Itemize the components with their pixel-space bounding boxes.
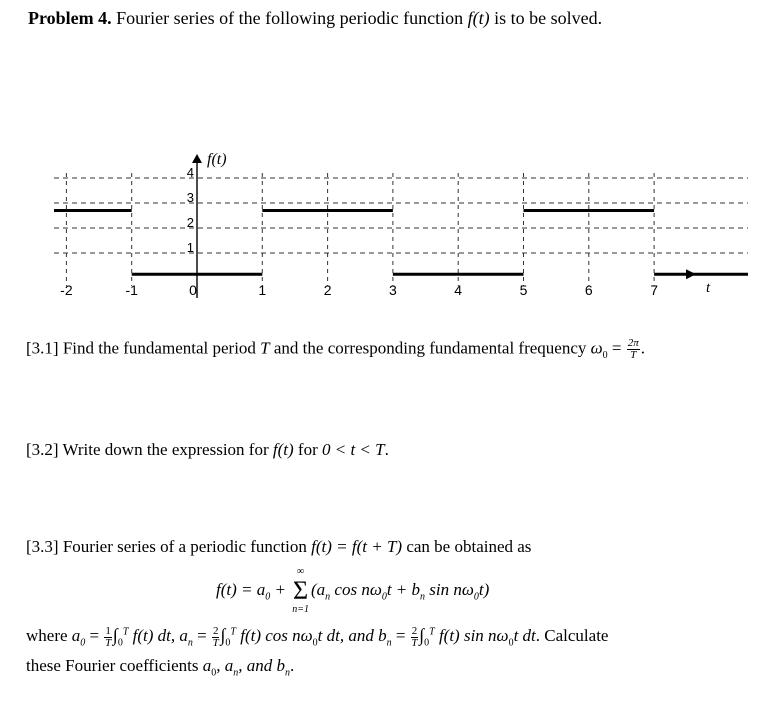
these-c1: , a xyxy=(216,656,234,675)
q32-label: [3.2] xyxy=(26,440,59,459)
o0b: 0 xyxy=(508,637,514,649)
formula-cos: cos nω xyxy=(330,579,382,599)
coefficients-definition xyxy=(26,625,608,649)
where-lead: where xyxy=(26,626,72,645)
formula-lhs: f(t) = a xyxy=(216,579,266,599)
x-tick-label-5: 5 xyxy=(519,282,528,298)
formula-mid: t + b xyxy=(386,579,421,599)
q31-den: T xyxy=(630,349,637,361)
function-plot xyxy=(0,80,774,315)
y-tick-label-1: 1 xyxy=(186,240,194,255)
y-axis-arrow xyxy=(192,154,202,163)
q31-label: [3.1] xyxy=(26,338,59,358)
formula-close: t) xyxy=(478,579,490,599)
x-tick-label-3: 3 xyxy=(389,282,397,298)
q31-T: T xyxy=(260,338,270,358)
integral-1: ∫ xyxy=(112,625,118,645)
these-sn2: n xyxy=(284,667,290,679)
formula-sub0: 0 xyxy=(265,591,271,603)
these-text: these Fourier coefficients xyxy=(26,656,203,675)
bn-sub: n xyxy=(386,637,392,649)
x-tick-label--1: -1 xyxy=(125,282,138,298)
q32-fn: f(t) xyxy=(272,440,294,459)
frac2-den: T xyxy=(212,636,219,649)
q31-num: 2π xyxy=(627,337,639,349)
frac3-num: 2 xyxy=(411,624,418,637)
problem-text: Fourier series of the following periodic function xyxy=(116,8,468,28)
these-end: . xyxy=(289,656,295,675)
x-axis-label: t xyxy=(706,280,711,296)
formula-plus: + xyxy=(270,579,291,599)
q31-text: Find the fundamental period xyxy=(58,338,261,358)
q33-end: can be obtained as xyxy=(402,537,532,556)
x-tick-label--2: -2 xyxy=(60,282,73,298)
q31-fraction xyxy=(627,338,640,361)
formula-sub-n2: n xyxy=(420,591,426,603)
problem-tail: is to be solved. xyxy=(489,8,603,28)
int2-hi: T xyxy=(230,626,236,638)
q32-cond: 0 < t < T xyxy=(321,440,385,459)
frac1-num: 1 xyxy=(105,624,111,637)
these-s0: 0 xyxy=(211,667,217,679)
x-tick-label-0: 0 xyxy=(189,282,197,298)
x-tick-label-6: 6 xyxy=(584,282,593,298)
frac3 xyxy=(411,626,419,649)
q33-text: Fourier series of a periodic function xyxy=(58,537,312,556)
a0: a xyxy=(71,626,81,645)
an-sub: n xyxy=(187,637,193,649)
t-axis-arrow xyxy=(686,269,696,279)
int1-hi: T xyxy=(122,626,129,638)
question-3-3 xyxy=(26,537,531,557)
eq2: = xyxy=(192,626,211,645)
q32-mid: for xyxy=(293,440,322,459)
q31-omega: ω xyxy=(590,338,603,358)
a0-sub: 0 xyxy=(80,637,86,649)
formula-sin: sin nω xyxy=(425,579,474,599)
x-tick-label-4: 4 xyxy=(454,282,463,298)
q31-eq: = xyxy=(607,338,626,358)
question-3-2 xyxy=(26,440,389,460)
formula-body-a: (a xyxy=(310,579,326,599)
eq3: = xyxy=(391,626,410,645)
sum-bottom: n=1 xyxy=(292,604,309,615)
q33-eqn: f(t) = f(t + T) xyxy=(311,537,403,556)
q32-text: Write down the expression for xyxy=(58,440,273,459)
body1: f(t) dt, a xyxy=(128,626,188,645)
problem-label: Problem 4. xyxy=(28,8,112,28)
integral-2: ∫ xyxy=(220,625,226,645)
y-tick-label-2: 2 xyxy=(186,215,194,230)
body2b: t dt, and b xyxy=(317,626,387,645)
x-tick-label-1: 1 xyxy=(258,282,267,298)
body2: f(t) cos nω xyxy=(235,626,313,645)
y-tick-label-3: 3 xyxy=(186,190,194,205)
q31-mid: and the corresponding fundamental frequency xyxy=(269,338,591,358)
frac3-den: T xyxy=(411,636,418,649)
q33-label: [3.3] xyxy=(26,537,59,556)
frac2 xyxy=(212,626,220,649)
q31-end: . xyxy=(640,338,646,358)
problem-title xyxy=(28,8,602,29)
formula-sub0b: 0 xyxy=(381,591,387,603)
summation xyxy=(292,566,309,616)
coefficients-request xyxy=(26,656,294,678)
x-tick-label-2: 2 xyxy=(323,282,332,298)
integral-3: ∫ xyxy=(419,625,425,645)
frac1-den: T xyxy=(105,636,112,649)
int3-lo: 0 xyxy=(424,637,430,649)
fourier-formula xyxy=(216,566,489,616)
formula-sub-n: n xyxy=(325,591,331,603)
int3-hi: T xyxy=(429,626,435,638)
body3b: t dt xyxy=(513,626,536,645)
y-axis-label: f(t) xyxy=(207,151,227,168)
int1-lo: 0 xyxy=(117,637,123,649)
sum-top: ∞ xyxy=(297,566,305,577)
these-a: a xyxy=(202,656,212,675)
o0: 0 xyxy=(312,637,318,649)
these-sn: n xyxy=(233,667,239,679)
question-3-1 xyxy=(26,338,645,361)
body3: f(t) sin nω xyxy=(434,626,509,645)
sum-symbol: Σ xyxy=(293,576,309,605)
int2-lo: 0 xyxy=(225,637,231,649)
q32-end: . xyxy=(384,440,389,459)
problem-fn: f(t) xyxy=(467,8,490,28)
formula-sub0c: 0 xyxy=(473,591,479,603)
where-end: . Calculate xyxy=(535,626,609,645)
eq1: = xyxy=(85,626,104,645)
frac1 xyxy=(104,626,112,649)
y-tick-label-4: 4 xyxy=(186,165,194,180)
frac2-num: 2 xyxy=(212,624,219,637)
q31-sub: 0 xyxy=(602,349,608,361)
these-c2: , and b xyxy=(238,656,285,675)
x-tick-label-7: 7 xyxy=(650,282,658,298)
